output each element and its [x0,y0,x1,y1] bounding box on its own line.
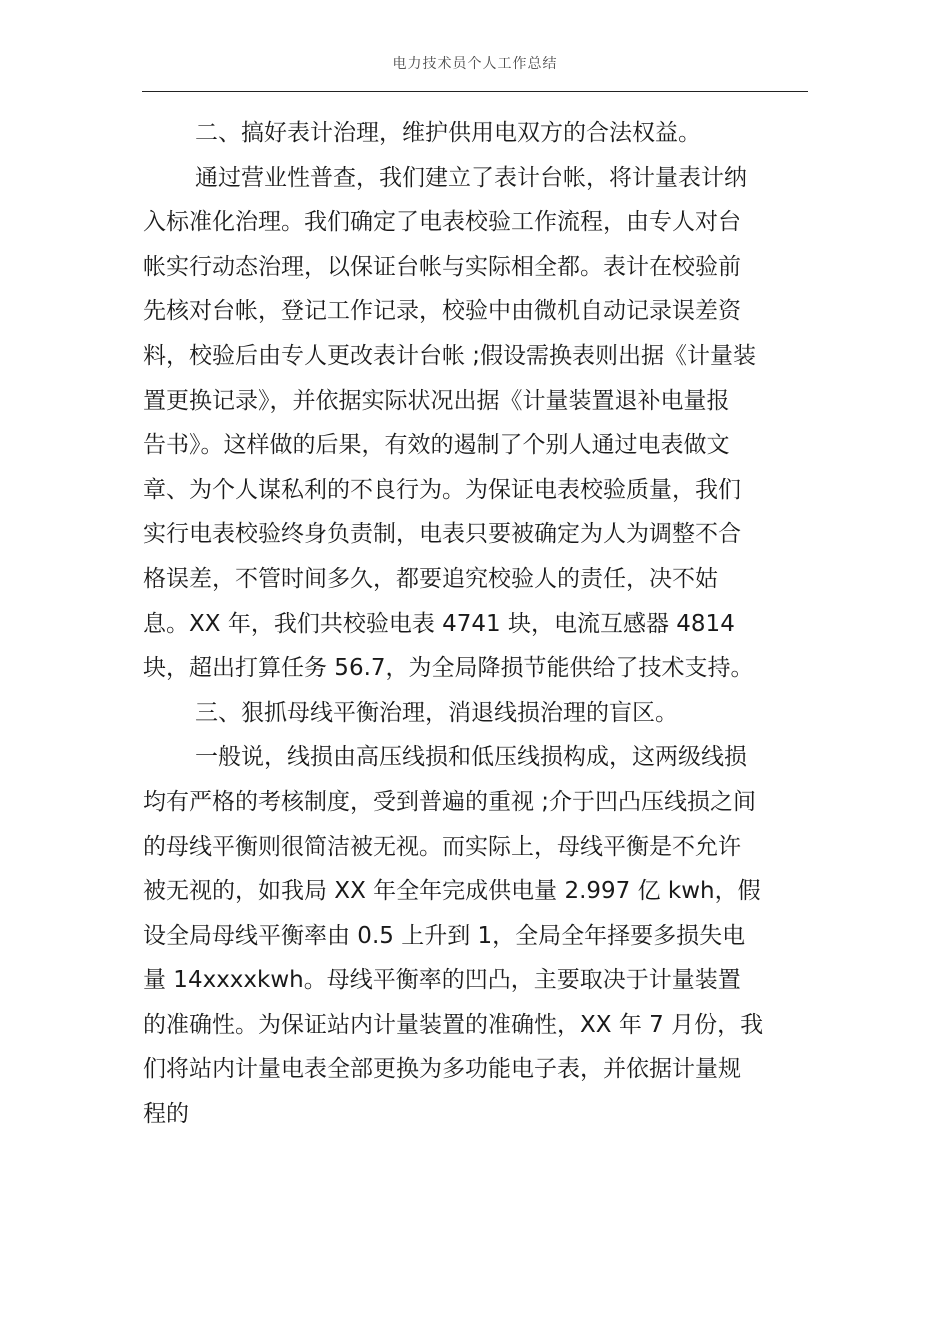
document-body [143,111,811,1137]
paragraph-line: 一般说，线损由高压线损和低压线损构成，这两级线损 [195,744,747,771]
paragraph-line: 息。XX 年，我们共校验电表 4741 块，电流互感器 4814 [143,610,735,637]
paragraph-line: 块，超出打算任务 56.7，为全局降损节能供给了技术支持。 [143,655,754,682]
page-header-title: 电力技术员个人工作总结 [392,56,558,72]
paragraph-line: 的准确性。为保证站内计量装置的准确性，XX 年 7 月份，我 [143,1011,764,1038]
section-heading-meter-management: 二、搞好表计治理，维护供用电双方的合法权益。 [195,120,701,146]
header-divider [142,91,808,92]
paragraph-line: 料，校验后由专人更改表计台帐 ;假设需换表则出据《计量装 [143,342,757,369]
paragraph-line: 入标准化治理。我们确定了电表校验工作流程，由专人对台 [143,209,741,236]
paragraph-line: 帐实行动态治理，以保证台帐与实际相全都。表计在校验前 [143,253,741,280]
paragraph-line: 实行电表校验终身负责制，电表只要被确定为人为调整不合 [143,521,741,548]
paragraph-line: 均有严格的考核制度，受到普遍的重视 ;介于凹凸压线损之间 [143,788,757,815]
paragraph-line: 章、为个人谋私利的不良行为。为保证电表校验质量，我们 [143,476,741,503]
paragraph-line: 的母线平衡则很简洁被无视。而实际上，母线平衡是不允许 [143,833,741,860]
section-heading-busbar-balance: 三、狠抓母线平衡治理，消退线损治理的盲区。 [195,699,678,726]
paragraph-line: 设全局母线平衡率由 0.5 上升到 1，全局全年择要多损失电 [143,922,746,949]
paragraph-line: 程的 [143,1101,189,1128]
paragraph-line: 置更换记录》，并依据实际状况出据《计量装置退补电量报 [143,387,730,414]
paragraph-line: 格误差，不管时间多久，都要追究校验人的责任，决不姑 [143,565,718,592]
paragraph-line: 先核对台帐，登记工作记录，校验中由微机自动记录误差资 [143,298,741,325]
paragraph-line: 通过营业性普查，我们建立了表计台帐，将计量表计纳 [195,164,747,191]
paragraph-line: 量 14xxxxkwh。母线平衡率的凹凸，主要取决于计量装置 [143,967,741,994]
paragraph-line: 告书》。这样做的后果，有效的遏制了个别人通过电表做文 [143,432,730,459]
paragraph-line: 们将站内计量电表全部更换为多功能电子表，并依据计量规 [143,1056,741,1083]
paragraph-line: 被无视的，如我局 XX 年全年完成供电量 2.997 亿 kwh，假 [143,878,761,905]
